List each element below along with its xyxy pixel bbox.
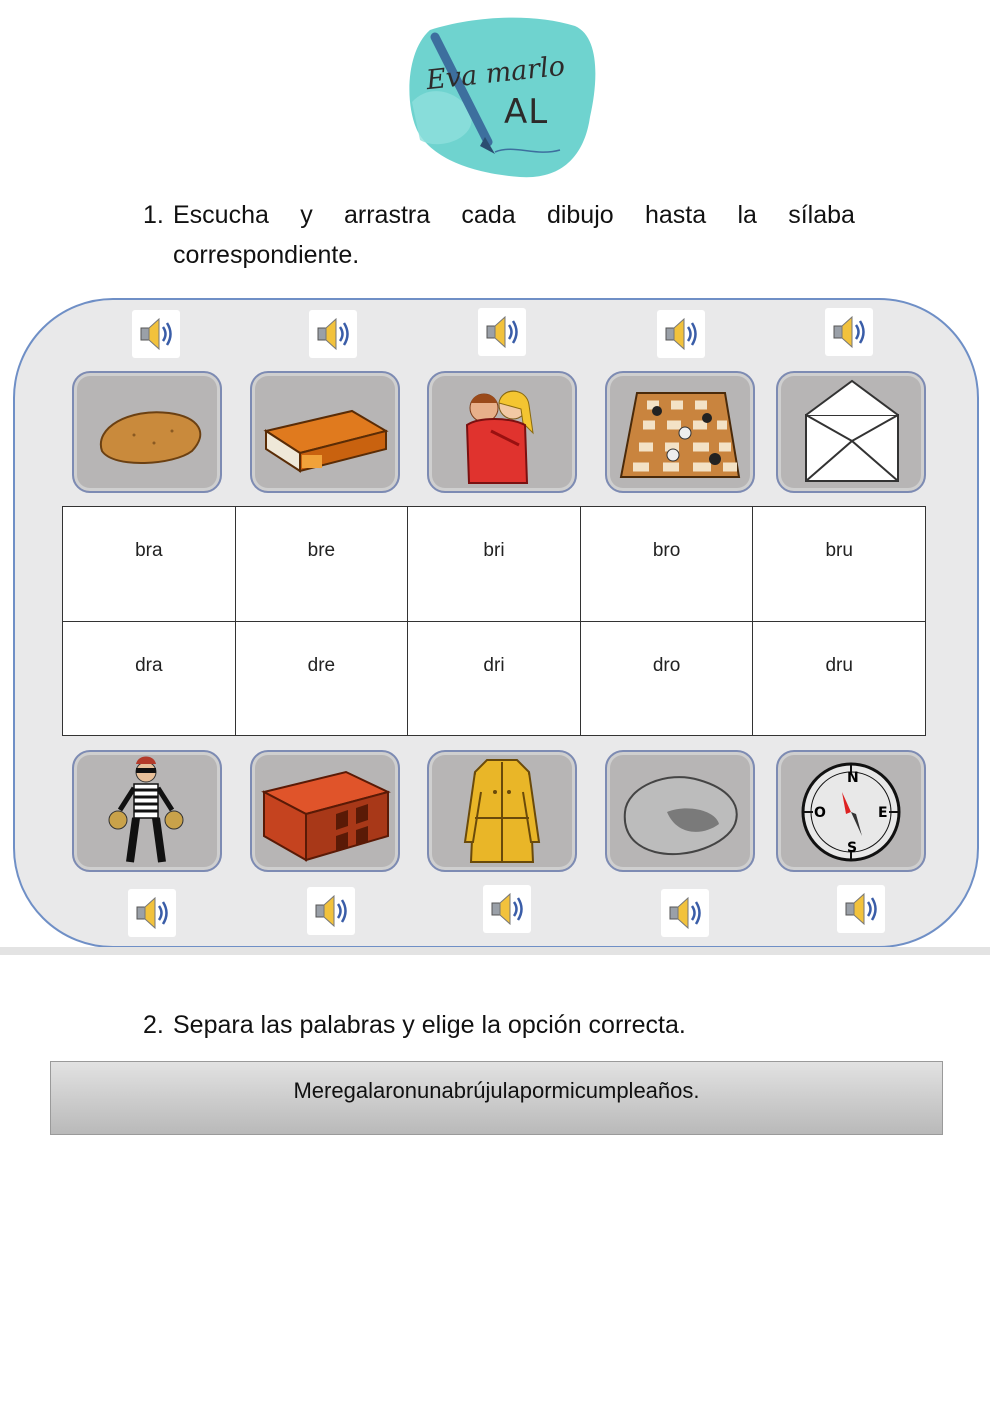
book-icon — [252, 373, 398, 491]
speaker-icon[interactable] — [307, 887, 355, 935]
compass-icon — [778, 752, 924, 870]
card-rock[interactable] — [605, 750, 755, 872]
hug-icon — [429, 373, 575, 491]
exercise-2-text: Separa las palabras y elige la opción correcta. — [173, 1011, 686, 1039]
section-divider — [0, 947, 990, 955]
svg-text:S: S — [847, 840, 858, 856]
drop-zone-bro[interactable]: bro — [580, 507, 753, 622]
table-row — [63, 621, 926, 736]
card-thief[interactable] — [72, 750, 222, 872]
svg-text:O: O — [814, 805, 826, 821]
word: dibujo — [546, 201, 614, 229]
card-chess[interactable] — [605, 371, 755, 493]
drop-zone-dre[interactable]: dre — [235, 621, 408, 736]
drop-zone-bre[interactable]: bre — [235, 507, 408, 622]
drop-zone-dru[interactable]: dru — [753, 621, 926, 736]
logo-text-al: AL — [504, 92, 549, 132]
exercise-2-instruction — [143, 1005, 843, 1045]
card-almond[interactable] — [72, 371, 222, 493]
exercise-1-number: 1. — [143, 201, 164, 229]
word: y — [300, 201, 313, 229]
logo-brush-icon — [400, 12, 605, 182]
drop-zone-dro[interactable]: dro — [580, 621, 753, 736]
drop-zone-bri[interactable]: bri — [408, 507, 581, 622]
instruction-line-1 — [173, 195, 855, 235]
card-envelope[interactable] — [776, 371, 926, 493]
word: arrastra — [343, 201, 431, 229]
drop-zone-dri[interactable]: dri — [408, 621, 581, 736]
sentence-box[interactable]: Meregalaronunabrújulapormicumpleaños. — [50, 1061, 943, 1135]
speaker-icon[interactable] — [661, 889, 709, 937]
word: sílaba — [788, 201, 855, 229]
card-compass[interactable] — [776, 750, 926, 872]
drop-zone-dra[interactable]: dra — [63, 621, 236, 736]
speaker-icon[interactable] — [478, 308, 526, 356]
exercise-1-instruction — [143, 195, 855, 275]
word: Escucha — [173, 201, 269, 229]
card-hug[interactable] — [427, 371, 577, 493]
speaker-icon[interactable] — [309, 310, 357, 358]
exercise-2-number: 2. — [143, 1011, 164, 1039]
instruction-line-2: correspondiente. — [173, 241, 360, 269]
word: hasta — [644, 201, 707, 229]
envelope-icon — [778, 373, 924, 491]
rock-icon — [607, 752, 753, 870]
thief-icon — [74, 752, 220, 870]
word: la — [737, 201, 757, 229]
svg-text:E: E — [878, 805, 888, 821]
word: cada — [461, 201, 516, 229]
card-coat[interactable] — [427, 750, 577, 872]
chess-icon — [607, 373, 753, 491]
speaker-icon[interactable] — [483, 885, 531, 933]
speaker-icon[interactable] — [837, 885, 885, 933]
drop-zone-bru[interactable]: bru — [753, 507, 926, 622]
svg-text:N: N — [847, 770, 859, 786]
speaker-icon[interactable] — [128, 889, 176, 937]
almond-icon — [74, 373, 220, 491]
speaker-icon[interactable] — [657, 310, 705, 358]
syllable-grid — [62, 506, 926, 736]
card-book[interactable] — [250, 371, 400, 493]
logo — [400, 12, 605, 182]
coat-icon — [429, 752, 575, 870]
logo-text-name: Eva marlo — [424, 50, 567, 97]
table-row — [63, 507, 926, 622]
brick-icon — [252, 752, 398, 870]
speaker-icon[interactable] — [825, 308, 873, 356]
drop-zone-bra[interactable]: bra — [63, 507, 236, 622]
card-brick[interactable] — [250, 750, 400, 872]
speaker-icon[interactable] — [132, 310, 180, 358]
